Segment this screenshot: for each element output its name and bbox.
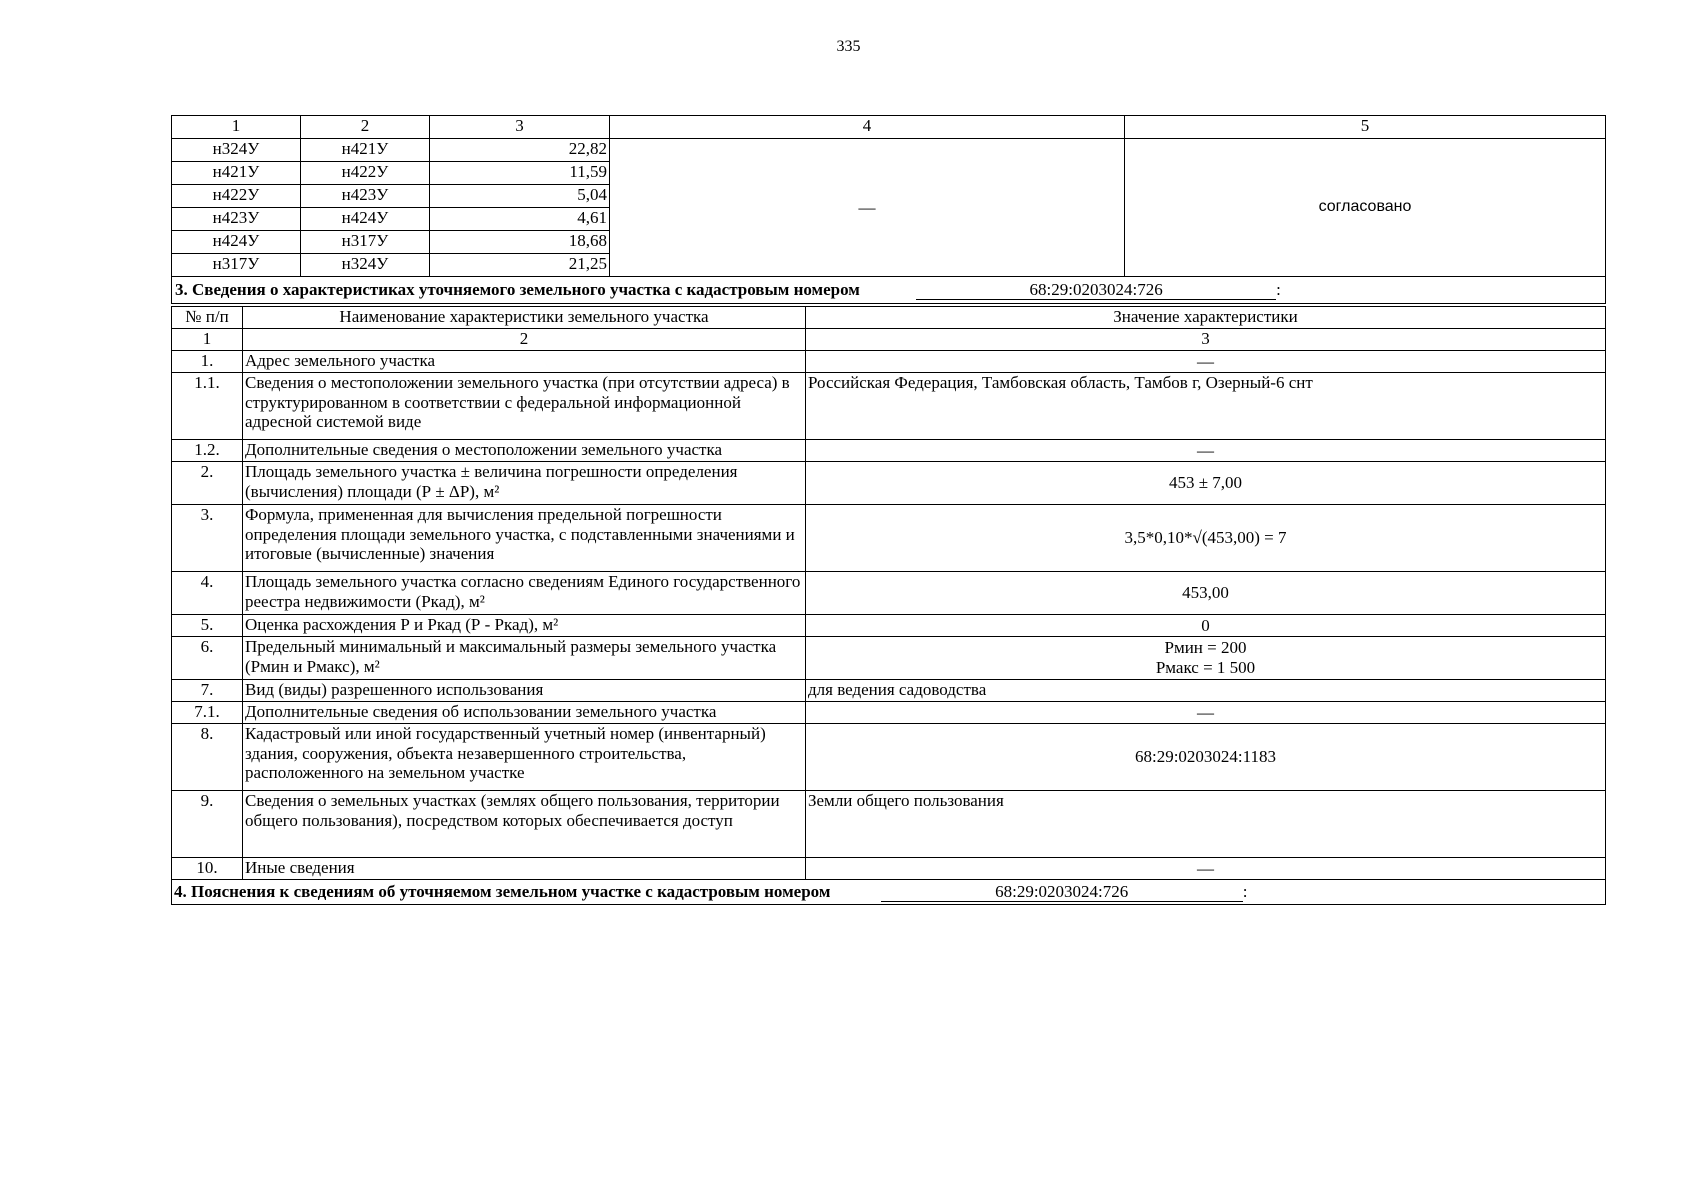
row-value: Российская Федерация, Тамбовская область, Тамбов г, Озерный-6 снт	[806, 373, 1606, 440]
segment-to: н421У	[301, 139, 430, 162]
section3-cadastral-number: 68:29:0203024:726	[916, 280, 1276, 301]
colnum-2: 2	[243, 329, 806, 351]
segments-header-col3: 3	[430, 116, 610, 139]
row-num: 1.	[172, 351, 243, 373]
row-value	[806, 637, 1606, 680]
characteristic-row	[172, 637, 1606, 680]
segments-col5-value: согласовано	[1125, 139, 1606, 277]
row-value: 68:29:0203024:1183	[806, 724, 1606, 791]
characteristic-row	[172, 615, 1606, 637]
row-name: Площадь земельного участка ± величина погрешности определения (вычисления) площади (Р ± ΔР), м²	[243, 462, 806, 505]
segment-length: 4,61	[430, 208, 610, 231]
colnum-3: 3	[806, 329, 1606, 351]
segment-to: н422У	[301, 162, 430, 185]
row-num: 10.	[172, 858, 243, 880]
segment-length: 22,82	[430, 139, 610, 162]
row-name: Кадастровый или иной государственный учетный номер (инвентарный) здания, сооружения, объекта незавершенного строительства, расположенного на земельном участке	[243, 724, 806, 791]
row-num: 9.	[172, 791, 243, 858]
header-num: № п/п	[172, 307, 243, 329]
row-value: —	[806, 702, 1606, 724]
section4-title: 4. Пояснения к сведениям об уточняемом земельном участке с кадастровым номером	[174, 881, 831, 901]
segment-to: н423У	[301, 185, 430, 208]
segment-from: н424У	[172, 231, 301, 254]
row-num: 8.	[172, 724, 243, 791]
row-name: Дополнительные сведения о местоположении земельного участка	[243, 440, 806, 462]
row-num: 1.1.	[172, 373, 243, 440]
header-name: Наименование характеристики земельного участка	[243, 307, 806, 329]
row-value: 0	[806, 615, 1606, 637]
row-name: Вид (виды) разрешенного использования	[243, 680, 806, 702]
segments-header-col4: 4	[610, 116, 1125, 139]
characteristic-row	[172, 373, 1606, 440]
segments-header-col5: 5	[1125, 116, 1606, 139]
characteristics-header-row	[172, 307, 1606, 329]
row-name: Сведения о земельных участках (землях общего пользования, территории общего пользования), посредством которых обеспечивается доступ	[243, 791, 806, 858]
row-value-min: Рмин = 200	[1164, 638, 1247, 658]
row-name: Адрес земельного участка	[243, 351, 806, 373]
row-name: Оценка расхождения Р и Ркад (Р - Ркад), м²	[243, 615, 806, 637]
segment-row	[172, 139, 1606, 162]
row-num: 6.	[172, 637, 243, 680]
row-num: 3.	[172, 505, 243, 572]
row-value: 453 ± 7,00	[806, 462, 1606, 505]
row-value: Земли общего пользования	[806, 791, 1606, 858]
row-name: Площадь земельного участка согласно сведениям Единого государственного реестра недвижимости (Ркад), м²	[243, 572, 806, 615]
row-value: 3,5*0,10*√(453,00) = 7	[806, 505, 1606, 572]
row-value-max: Рмакс = 1 500	[1155, 658, 1256, 677]
segment-length: 5,04	[430, 185, 610, 208]
characteristic-row	[172, 858, 1606, 880]
segments-header-col2: 2	[301, 116, 430, 139]
segment-from: н423У	[172, 208, 301, 231]
segment-to: н324У	[301, 254, 430, 277]
row-num: 2.	[172, 462, 243, 505]
row-name: Иные сведения	[243, 858, 806, 880]
segment-length: 11,59	[430, 162, 610, 185]
characteristic-row	[172, 505, 1606, 572]
section3-heading-row	[172, 277, 1606, 304]
section4-cadastral-number: 68:29:0203024:726	[881, 882, 1243, 903]
row-value: —	[806, 351, 1606, 373]
row-num: 4.	[172, 572, 243, 615]
segments-col4-value: —	[610, 139, 1125, 277]
segment-to: н317У	[301, 231, 430, 254]
row-num: 7.1.	[172, 702, 243, 724]
characteristics-colnum-row	[172, 329, 1606, 351]
segments-header-col1: 1	[172, 116, 301, 139]
row-num: 7.	[172, 680, 243, 702]
colnum-1: 1	[172, 329, 243, 351]
row-name: Дополнительные сведения об использовании земельного участка	[243, 702, 806, 724]
characteristic-row	[172, 351, 1606, 373]
characteristic-row	[172, 462, 1606, 505]
section3-suffix: :	[1276, 279, 1281, 299]
section4-heading-row	[172, 880, 1606, 905]
section4-suffix: :	[1242, 881, 1248, 901]
segments-header-row	[172, 116, 1606, 139]
segment-length: 18,68	[430, 231, 610, 254]
characteristic-row	[172, 680, 1606, 702]
segment-from: н317У	[172, 254, 301, 277]
characteristic-row	[172, 791, 1606, 858]
row-value: 453,00	[806, 572, 1606, 615]
characteristic-row	[172, 702, 1606, 724]
row-value: для ведения садоводства	[806, 680, 1606, 702]
header-value: Значение характеристики	[806, 307, 1606, 329]
section3-title: 3. Сведения о характеристиках уточняемого земельного участка с кадастровым номером	[175, 279, 860, 299]
segment-from: н421У	[172, 162, 301, 185]
row-name: Предельный минимальный и максимальный размеры земельного участка (Рмин и Рмакс), м²	[243, 637, 806, 680]
segment-from: н422У	[172, 185, 301, 208]
segment-length: 21,25	[430, 254, 610, 277]
characteristic-row	[172, 572, 1606, 615]
characteristic-row	[172, 440, 1606, 462]
page-number: 335	[836, 38, 861, 55]
segments-table	[171, 115, 1606, 304]
row-num: 5.	[172, 615, 243, 637]
row-value: —	[806, 440, 1606, 462]
row-value: —	[806, 858, 1606, 880]
characteristic-row	[172, 724, 1606, 791]
segment-to: н424У	[301, 208, 430, 231]
characteristics-table	[171, 306, 1606, 905]
row-name: Сведения о местоположении земельного участка (при отсутствии адреса) в структурированном в соответствии с федеральной информационной адресной системой виде	[243, 373, 806, 440]
segment-from: н324У	[172, 139, 301, 162]
row-num: 1.2.	[172, 440, 243, 462]
row-name: Формула, примененная для вычисления предельной погрешности определения площади земельного участка, с подставленными значениями и итоговые (вычисленные) значения	[243, 505, 806, 572]
